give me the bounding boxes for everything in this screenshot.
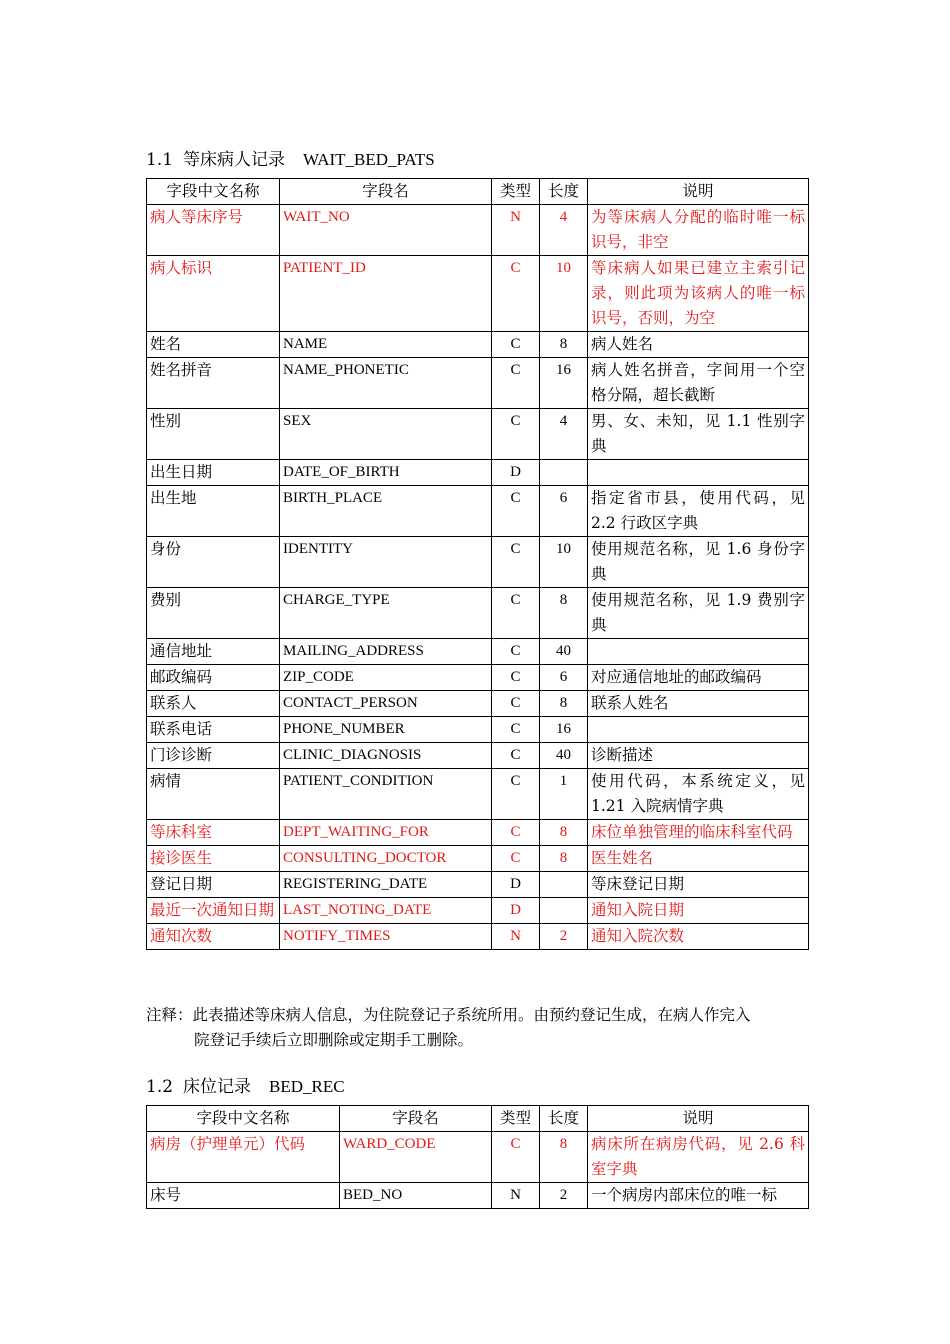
cell-field-cn: 病情 bbox=[147, 769, 280, 820]
cell-field-name: REGISTERING_DATE bbox=[280, 872, 492, 898]
table-note bbox=[146, 1003, 808, 1053]
cell-length: 2 bbox=[540, 1183, 588, 1209]
cell-length: 10 bbox=[540, 256, 588, 332]
cell-length: 1 bbox=[540, 769, 588, 820]
cell-field-name: WARD_CODE bbox=[340, 1132, 492, 1183]
cell-field-name: CONSULTING_DOCTOR bbox=[280, 846, 492, 872]
cell-type: C bbox=[492, 256, 540, 332]
cell-field-name: CONTACT_PERSON bbox=[280, 691, 492, 717]
cell-type: C bbox=[492, 537, 540, 588]
cell-length bbox=[540, 460, 588, 486]
header-field-cn: 字段中文名称 bbox=[147, 1106, 340, 1132]
wait-bed-pats-table bbox=[146, 178, 809, 950]
cell-field-cn: 病人等床序号 bbox=[147, 205, 280, 256]
cell-length: 6 bbox=[540, 486, 588, 537]
cell-length: 16 bbox=[540, 717, 588, 743]
cell-field-cn: 姓名拼音 bbox=[147, 358, 280, 409]
cell-description: 男、女、未知，见 1.1 性别字典 bbox=[588, 409, 809, 460]
cell-type: C bbox=[492, 691, 540, 717]
header-field-cn: 字段中文名称 bbox=[147, 179, 280, 205]
cell-field-cn: 性别 bbox=[147, 409, 280, 460]
cell-field-name: MAILING_ADDRESS bbox=[280, 639, 492, 665]
cell-field-name: DEPT_WAITING_FOR bbox=[280, 820, 492, 846]
cell-type: N bbox=[492, 924, 540, 950]
cell-description: 使用规范名称，见 1.6 身份字典 bbox=[588, 537, 809, 588]
cell-field-name: LAST_NOTING_DATE bbox=[280, 898, 492, 924]
cell-type: N bbox=[492, 1183, 540, 1209]
cell-type: C bbox=[492, 588, 540, 639]
cell-field-cn: 联系人 bbox=[147, 691, 280, 717]
table-row bbox=[147, 358, 809, 409]
header-length: 长度 bbox=[540, 179, 588, 205]
cell-type: C bbox=[492, 358, 540, 409]
cell-type: C bbox=[492, 743, 540, 769]
cell-description: 医生姓名 bbox=[588, 846, 809, 872]
table-row bbox=[147, 898, 809, 924]
cell-length: 4 bbox=[540, 409, 588, 460]
cell-field-cn: 身份 bbox=[147, 537, 280, 588]
bed-rec-table bbox=[146, 1105, 809, 1209]
table-row bbox=[147, 332, 809, 358]
cell-description: 指定省市县，使用代码，见 2.2 行政区字典 bbox=[588, 486, 809, 537]
cell-length: 40 bbox=[540, 743, 588, 769]
cell-field-cn: 等床科室 bbox=[147, 820, 280, 846]
cell-description: 联系人姓名 bbox=[588, 691, 809, 717]
table-row bbox=[147, 639, 809, 665]
cell-type: C bbox=[492, 665, 540, 691]
table-row bbox=[147, 1132, 809, 1183]
cell-description: 等床病人如果已建立主索引记录，则此项为该病人的唯一标识号，否则，为空 bbox=[588, 256, 809, 332]
header-type: 类型 bbox=[492, 1106, 540, 1132]
cell-field-cn: 登记日期 bbox=[147, 872, 280, 898]
note-line-2: 院登记手续后立即删除或定期手工删除。 bbox=[194, 1031, 474, 1049]
cell-field-name: WAIT_NO bbox=[280, 205, 492, 256]
cell-description: 通知入院日期 bbox=[588, 898, 809, 924]
header-length: 长度 bbox=[540, 1106, 588, 1132]
section-2-title-cn: 床位记录 bbox=[183, 1077, 252, 1097]
table-header-row bbox=[147, 179, 809, 205]
cell-field-cn: 接诊医生 bbox=[147, 846, 280, 872]
cell-type: N bbox=[492, 205, 540, 256]
cell-field-name: CHARGE_TYPE bbox=[280, 588, 492, 639]
table-row bbox=[147, 1183, 809, 1209]
section-2-heading bbox=[146, 1072, 345, 1097]
table-row bbox=[147, 537, 809, 588]
cell-length: 8 bbox=[540, 588, 588, 639]
cell-field-cn: 病房（护理单元）代码 bbox=[147, 1132, 340, 1183]
cell-field-cn: 最近一次通知日期 bbox=[147, 898, 280, 924]
cell-field-name: NOTIFY_TIMES bbox=[280, 924, 492, 950]
section-1-number: 1.1 bbox=[146, 150, 174, 170]
cell-field-cn: 姓名 bbox=[147, 332, 280, 358]
cell-description: 使用规范名称，见 1.9 费别字典 bbox=[588, 588, 809, 639]
cell-description: 一个病房内部床位的唯一标 bbox=[588, 1183, 809, 1209]
cell-length bbox=[540, 898, 588, 924]
section-2-number: 1.2 bbox=[146, 1077, 174, 1097]
cell-length: 8 bbox=[540, 1132, 588, 1183]
cell-type: C bbox=[492, 486, 540, 537]
table-row bbox=[147, 820, 809, 846]
cell-description: 等床登记日期 bbox=[588, 872, 809, 898]
cell-length: 16 bbox=[540, 358, 588, 409]
cell-field-name: CLINIC_DIAGNOSIS bbox=[280, 743, 492, 769]
cell-description: 床位单独管理的临床科室代码 bbox=[588, 820, 809, 846]
cell-type: C bbox=[492, 409, 540, 460]
note-line-1: 注释：此表描述等床病人信息，为住院登记子系统所用。由预约登记生成，在病人作完入 bbox=[146, 1006, 751, 1024]
cell-type: C bbox=[492, 717, 540, 743]
cell-description: 为等床病人分配的临时唯一标识号，非空 bbox=[588, 205, 809, 256]
cell-type: D bbox=[492, 460, 540, 486]
cell-field-name: DATE_OF_BIRTH bbox=[280, 460, 492, 486]
cell-type: D bbox=[492, 898, 540, 924]
cell-field-name: BIRTH_PLACE bbox=[280, 486, 492, 537]
cell-description bbox=[588, 717, 809, 743]
cell-field-name: SEX bbox=[280, 409, 492, 460]
cell-length: 8 bbox=[540, 332, 588, 358]
cell-length: 8 bbox=[540, 691, 588, 717]
cell-type: C bbox=[492, 1132, 540, 1183]
cell-description bbox=[588, 460, 809, 486]
cell-field-name: BED_NO bbox=[340, 1183, 492, 1209]
table-row bbox=[147, 665, 809, 691]
cell-field-cn: 费别 bbox=[147, 588, 280, 639]
cell-description: 对应通信地址的邮政编码 bbox=[588, 665, 809, 691]
cell-type: C bbox=[492, 639, 540, 665]
cell-type: C bbox=[492, 846, 540, 872]
cell-field-cn: 邮政编码 bbox=[147, 665, 280, 691]
section-1-title-en: WAIT_BED_PATS bbox=[303, 150, 435, 169]
cell-field-cn: 出生日期 bbox=[147, 460, 280, 486]
cell-field-cn: 病人标识 bbox=[147, 256, 280, 332]
cell-field-cn: 床号 bbox=[147, 1183, 340, 1209]
table-row bbox=[147, 846, 809, 872]
cell-field-cn: 门诊诊断 bbox=[147, 743, 280, 769]
table-row bbox=[147, 256, 809, 332]
cell-type: C bbox=[492, 820, 540, 846]
table-row bbox=[147, 460, 809, 486]
cell-type: C bbox=[492, 332, 540, 358]
table-row bbox=[147, 691, 809, 717]
cell-length: 8 bbox=[540, 820, 588, 846]
cell-length: 40 bbox=[540, 639, 588, 665]
cell-field-cn: 通知次数 bbox=[147, 924, 280, 950]
cell-length: 10 bbox=[540, 537, 588, 588]
section-2-title-en: BED_REC bbox=[269, 1077, 345, 1096]
cell-field-name: NAME_PHONETIC bbox=[280, 358, 492, 409]
cell-field-name: PATIENT_CONDITION bbox=[280, 769, 492, 820]
cell-type: D bbox=[492, 872, 540, 898]
header-field-name: 字段名 bbox=[280, 179, 492, 205]
cell-field-name: PATIENT_ID bbox=[280, 256, 492, 332]
cell-field-name: IDENTITY bbox=[280, 537, 492, 588]
section-1-title-cn: 等床病人记录 bbox=[183, 150, 286, 170]
cell-description bbox=[588, 639, 809, 665]
cell-description: 通知入院次数 bbox=[588, 924, 809, 950]
table-row bbox=[147, 924, 809, 950]
cell-field-name: ZIP_CODE bbox=[280, 665, 492, 691]
cell-length: 6 bbox=[540, 665, 588, 691]
table-row bbox=[147, 205, 809, 256]
table-row bbox=[147, 486, 809, 537]
cell-length bbox=[540, 872, 588, 898]
cell-field-name: NAME bbox=[280, 332, 492, 358]
cell-length: 4 bbox=[540, 205, 588, 256]
header-type: 类型 bbox=[492, 179, 540, 205]
cell-field-cn: 出生地 bbox=[147, 486, 280, 537]
header-description: 说明 bbox=[588, 179, 809, 205]
cell-description: 病床所在病房代码，见 2.6 科室字典 bbox=[588, 1132, 809, 1183]
cell-description: 使用代码，本系统定义，见 1.21 入院病情字典 bbox=[588, 769, 809, 820]
cell-description: 病人姓名 bbox=[588, 332, 809, 358]
cell-length: 2 bbox=[540, 924, 588, 950]
cell-type: C bbox=[492, 769, 540, 820]
header-field-name: 字段名 bbox=[340, 1106, 492, 1132]
cell-field-cn: 联系电话 bbox=[147, 717, 280, 743]
header-description: 说明 bbox=[588, 1106, 809, 1132]
table-row bbox=[147, 769, 809, 820]
cell-description: 病人姓名拼音，字间用一个空格分隔，超长截断 bbox=[588, 358, 809, 409]
section-1-heading bbox=[146, 145, 435, 170]
table-row bbox=[147, 872, 809, 898]
cell-field-name: PHONE_NUMBER bbox=[280, 717, 492, 743]
cell-length: 8 bbox=[540, 846, 588, 872]
table-header-row bbox=[147, 1106, 809, 1132]
table-row bbox=[147, 717, 809, 743]
table-row bbox=[147, 743, 809, 769]
table-row bbox=[147, 588, 809, 639]
cell-field-cn: 通信地址 bbox=[147, 639, 280, 665]
table-row bbox=[147, 409, 809, 460]
cell-description: 诊断描述 bbox=[588, 743, 809, 769]
